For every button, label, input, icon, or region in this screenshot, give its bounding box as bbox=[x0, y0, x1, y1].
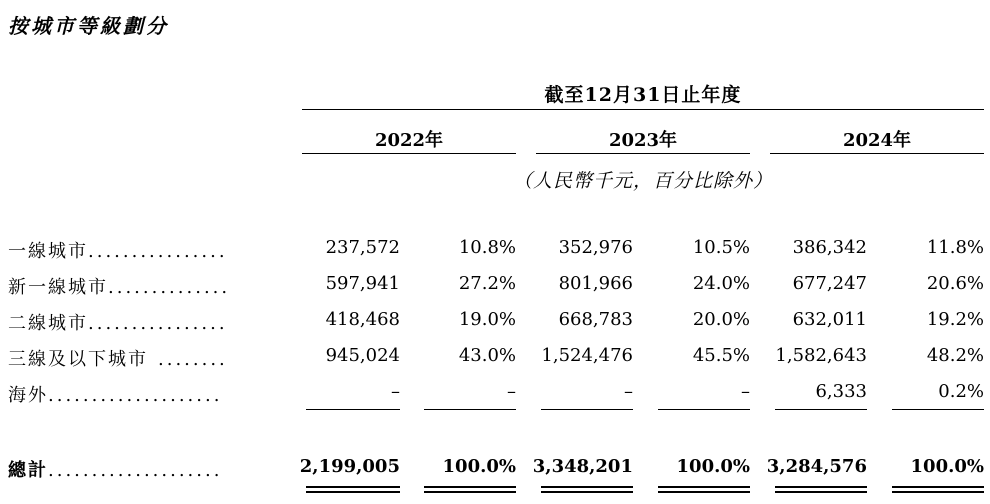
amount-2023: 1,524,476 bbox=[541, 345, 633, 366]
amount-2023: 801,966 bbox=[558, 273, 633, 294]
pct-2024: 20.6% bbox=[926, 273, 984, 294]
amount-2022: 418,468 bbox=[325, 309, 400, 330]
year-2024-rule bbox=[770, 153, 984, 154]
row-label-text: 三線及以下城市 bbox=[8, 349, 148, 370]
total-double-rule-amount-2023 bbox=[541, 486, 633, 493]
total-pct-2024: 100.0% bbox=[910, 456, 984, 477]
subtotal-rule-pct-2022 bbox=[424, 409, 516, 410]
subtotal-rule-amount-2022 bbox=[306, 409, 400, 410]
row-label bbox=[8, 273, 280, 299]
subtotal-rule-amount-2023 bbox=[541, 409, 633, 410]
pct-2024: 11.8% bbox=[926, 237, 984, 258]
amount-2024: 677,247 bbox=[792, 273, 867, 294]
pct-2024: 48.2% bbox=[926, 345, 984, 366]
pct-2022: 27.2% bbox=[458, 273, 516, 294]
year-2022-header: 2022年 bbox=[374, 130, 444, 151]
pct-2023: 24.0% bbox=[692, 273, 750, 294]
pct-2023: 10.5% bbox=[692, 237, 750, 258]
leader-dots: ........ bbox=[158, 349, 228, 370]
year-2023-header: 2023年 bbox=[608, 130, 678, 151]
subtotal-rule-pct-2024 bbox=[892, 409, 984, 410]
pct-2023: – bbox=[741, 381, 750, 402]
section-title: 按城市等級劃分 bbox=[8, 14, 169, 38]
row-label-text: 一線城市 bbox=[8, 241, 88, 262]
amount-2022: – bbox=[391, 381, 400, 402]
amount-2023: 352,976 bbox=[558, 237, 633, 258]
row-label-text: 新一線城市 bbox=[8, 277, 108, 298]
pct-2023: 45.5% bbox=[692, 345, 750, 366]
total-label-text: 總計 bbox=[8, 460, 48, 481]
amount-2024: 632,011 bbox=[792, 309, 867, 330]
leader-dots: ................ bbox=[88, 313, 228, 334]
amount-2022: 597,941 bbox=[325, 273, 400, 294]
pct-2024: 19.2% bbox=[926, 309, 984, 330]
row-label bbox=[8, 309, 280, 335]
amount-2024: 1,582,643 bbox=[775, 345, 867, 366]
pct-2022: – bbox=[507, 381, 516, 402]
total-amount-2023: 3,348,201 bbox=[532, 456, 633, 477]
amount-2023: – bbox=[624, 381, 633, 402]
row-label bbox=[8, 345, 280, 371]
subtotal-rule-pct-2023 bbox=[658, 409, 750, 410]
leader-dots: ................ bbox=[88, 241, 228, 262]
row-label-text: 海外 bbox=[8, 385, 48, 406]
leader-dots: .................... bbox=[48, 460, 223, 481]
year-2022-rule bbox=[302, 153, 516, 154]
pct-2022: 10.8% bbox=[458, 237, 516, 258]
row-label-text: 二線城市 bbox=[8, 313, 88, 334]
total-double-rule-pct-2023 bbox=[658, 486, 750, 493]
total-double-rule-pct-2022 bbox=[424, 486, 516, 493]
total-amount-2022: 2,199,005 bbox=[299, 456, 400, 477]
pct-2022: 19.0% bbox=[458, 309, 516, 330]
total-label bbox=[8, 456, 280, 482]
pct-2022: 43.0% bbox=[458, 345, 516, 366]
total-pct-2022: 100.0% bbox=[442, 456, 516, 477]
amount-2022: 945,024 bbox=[325, 345, 400, 366]
row-label bbox=[8, 237, 280, 263]
unit-note: （人民幣千元，百分比除外） bbox=[512, 170, 773, 192]
year-2024-header: 2024年 bbox=[842, 130, 912, 151]
leader-dots: .................... bbox=[48, 385, 223, 406]
period-header-rule bbox=[302, 109, 984, 110]
period-header: 截至12月31日止年度 bbox=[544, 84, 742, 106]
total-double-rule-pct-2024 bbox=[892, 486, 984, 493]
total-pct-2023: 100.0% bbox=[676, 456, 750, 477]
year-2023-rule bbox=[536, 153, 750, 154]
row-label bbox=[8, 381, 280, 407]
total-amount-2024: 3,284,576 bbox=[766, 456, 867, 477]
total-double-rule-amount-2022 bbox=[306, 486, 400, 493]
amount-2022: 237,572 bbox=[325, 237, 400, 258]
leader-dots: .............. bbox=[108, 277, 231, 298]
amount-2024: 386,342 bbox=[792, 237, 867, 258]
amount-2024: 6,333 bbox=[815, 381, 867, 402]
subtotal-rule-amount-2024 bbox=[775, 409, 867, 410]
total-double-rule-amount-2024 bbox=[775, 486, 867, 493]
pct-2023: 20.0% bbox=[692, 309, 750, 330]
amount-2023: 668,783 bbox=[558, 309, 633, 330]
pct-2024: 0.2% bbox=[938, 381, 984, 402]
